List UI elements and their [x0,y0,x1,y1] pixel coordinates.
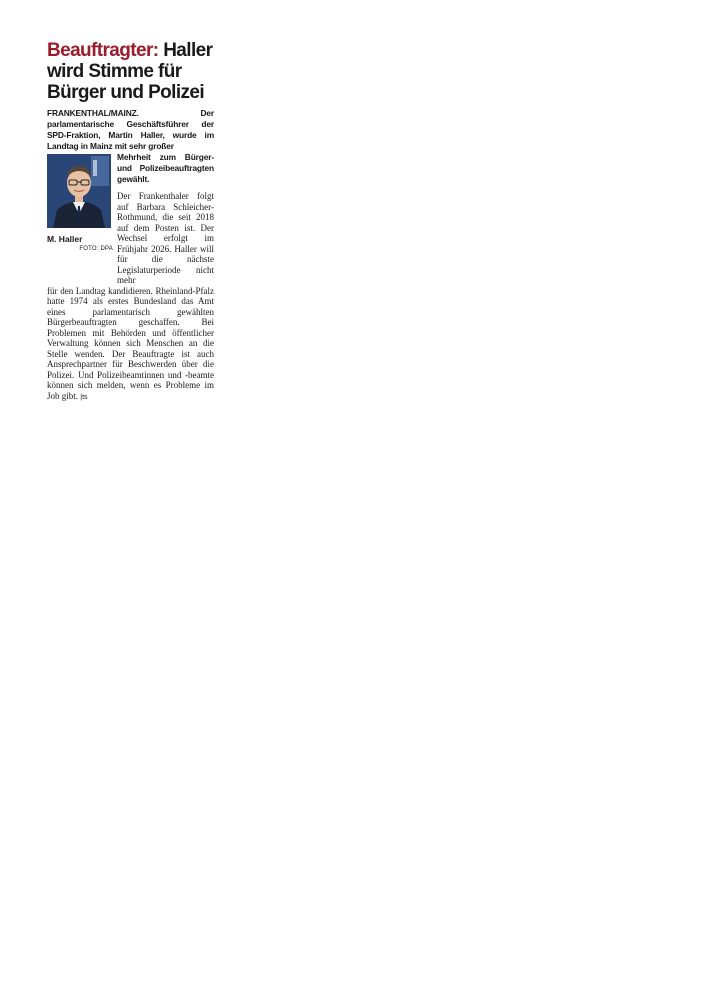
author-mark: |ts [80,393,88,401]
body-text-full [47,286,214,404]
lead-text: Der parlamentarische Geschäftsführer der SPD-Fraktion, Martin Haller, wurde im Landtag in Mainz mit sehr großer [47,108,214,151]
headline-kicker: Beauftragter: [47,40,159,61]
photo-credit: FOTO: DPA [79,246,113,252]
lead-paragraph [47,108,214,152]
photo-caption: M. Haller [47,234,83,244]
headline [47,40,214,103]
body-text-side: Der Frankenthaler folgt auf Barbara Schleicher-Rothmund, die seit 2018 auf dem Posten ist. Der Wechsel erfolgt im Frühjahr 2026. Haller will für die nächste Legislaturperiode nicht mehr [117,191,214,285]
photo-column [47,152,113,286]
portrait-illustration [47,154,111,228]
headline-text: Haller wird Stimme für Bürger und Polizei [47,40,213,103]
news-article [47,40,214,403]
photo-row [47,152,214,286]
dateline: FRANKENTHAL/MAINZ. [47,108,139,118]
body-text-continuation: für den Landtag kandidieren. Rheinland-Pfalz hatte 1974 als erstes Bundesland das Amt eines parlamentarisch gewählten Bürgerbeauftragten geschaffen. Bei Problemen mit Behörden und öffentlicher Verwaltung können sich Menschen an die Stelle wenden. Der Beauftragte ist auch Ansprechpartner für Beschwerden über die Polizei. Und Polizeibeamtinnen und -beamte können sich melden, wenn es Probleme im Job gibt. [47,285,214,401]
body-column [117,152,214,286]
lead-continuation: Mehrheit zum Bürger- und Polizeibeauftragten gewählt. [117,152,214,184]
portrait-photo [47,154,111,228]
